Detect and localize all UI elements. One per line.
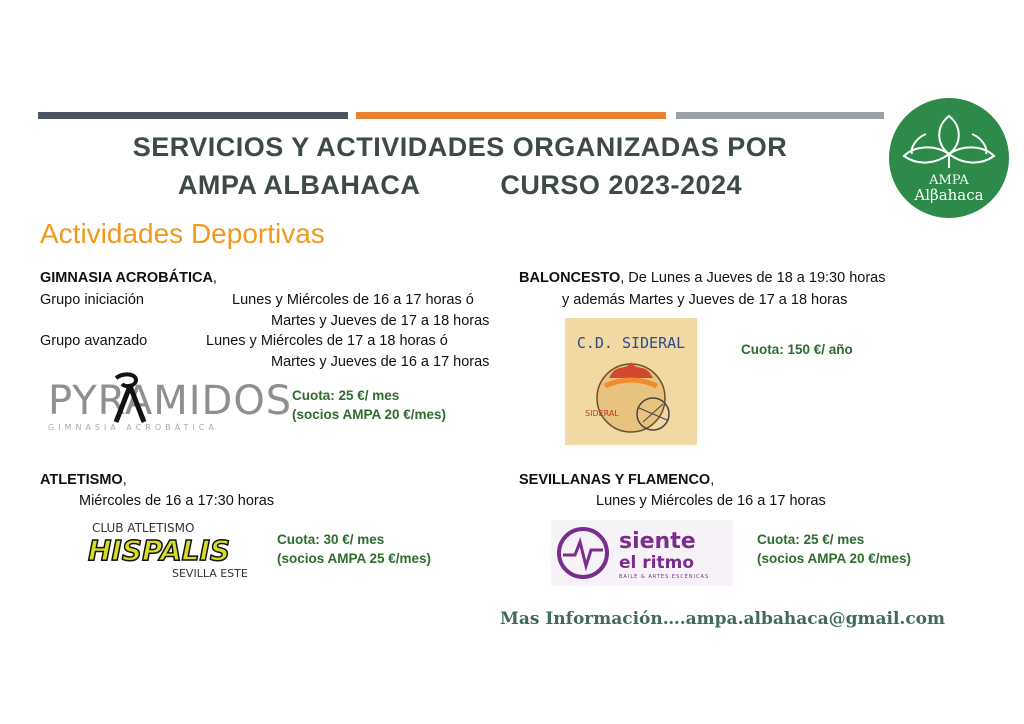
ampa-albahaca-logo [886, 96, 1012, 220]
gimnasia-group2-schedule1: Lunes y Miércoles de 17 a 18 horas ó [206, 333, 448, 349]
svg-text:SIDERAL: SIDERAL [585, 409, 619, 418]
page-title-line1: SERVICIOS Y ACTIVIDADES ORGANIZADAS POR [132, 132, 788, 162]
siente-el-ritmo-logo [551, 520, 733, 586]
svg-text:GIMNASIA ACROBÁTICA: GIMNASIA ACROBÁTICA [48, 423, 218, 432]
gimnasia-group2-schedule2: Martes y Jueves de 16 a 17 horas [271, 354, 490, 370]
baloncesto-schedule: y además Martes y Jueves de 17 a 18 horas [562, 292, 848, 308]
baloncesto-title: BALONCESTO, De Lunes a Jueves de 18 a 19:30 horas [519, 270, 886, 286]
svg-text:SEVILLA ESTE: SEVILLA ESTE [172, 567, 248, 580]
hispalis-logo [86, 518, 258, 582]
baloncesto-fee: Cuota: 150 €/ año [741, 342, 853, 357]
sevillanas-title: SEVILLANAS Y FLAMENCO, [519, 472, 715, 488]
page-title-line2 [40, 170, 880, 201]
section-title: Actividades Deportivas [40, 218, 325, 249]
gimnasia-title: GIMNASIA ACROBÁTICA, [40, 270, 217, 286]
contact-info: Mas Información….ampa.albahaca@gmail.com [500, 609, 946, 629]
svg-text:siente: siente [619, 529, 696, 554]
svg-text:CLUB ATLETISMO: CLUB ATLETISMO [92, 521, 195, 535]
title-ampa-name: AMPA ALBAHACA [177, 170, 421, 200]
pyramidos-logo [44, 366, 293, 436]
gimnasia-fee: Cuota: 25 €/ mes (socios AMPA 20 €/mes) [292, 388, 447, 422]
svg-text:HISPALIS: HISPALIS [88, 534, 231, 567]
gimnasia-group1-label: Grupo iniciación [40, 292, 144, 308]
atletismo-fee: Cuota: 30 €/ mes (socios AMPA 25 €/mes) [277, 532, 432, 566]
gimnasia-group1-schedule2: Martes y Jueves de 17 a 18 horas [271, 313, 490, 329]
logo-text-ampa: AMPA [929, 173, 969, 188]
sevillanas-schedule: Lunes y Miércoles de 16 a 17 horas [596, 493, 826, 509]
svg-text:PYRAMIDOS: PYRAMIDOS [48, 378, 293, 424]
divider-bar-gray [38, 112, 348, 119]
gimnasia-group1-schedule1: Lunes y Miércoles de 16 a 17 horas ó [232, 292, 474, 308]
atletismo-schedule: Miércoles de 16 a 17:30 horas [79, 493, 275, 509]
sevillanas-fee: Cuota: 25 €/ mes (socios AMPA 20 €/mes) [757, 532, 912, 566]
logo-text-albahaca: Alβahaca [914, 186, 984, 204]
title-course: CURSO 2023-2024 [500, 170, 743, 200]
atletismo-title: ATLETISMO, [40, 472, 127, 488]
svg-text:C.D. SIDERAL: C.D. SIDERAL [576, 334, 686, 352]
svg-text:BAILE & ARTES ESCÉNICAS: BAILE & ARTES ESCÉNICAS [619, 574, 710, 580]
svg-text:el ritmo: el ritmo [619, 553, 695, 573]
divider-bar-light-gray [676, 112, 884, 119]
cd-sideral-logo [565, 318, 697, 445]
gimnasia-group2-label: Grupo avanzado [40, 333, 148, 349]
divider-bar-orange [356, 112, 666, 119]
